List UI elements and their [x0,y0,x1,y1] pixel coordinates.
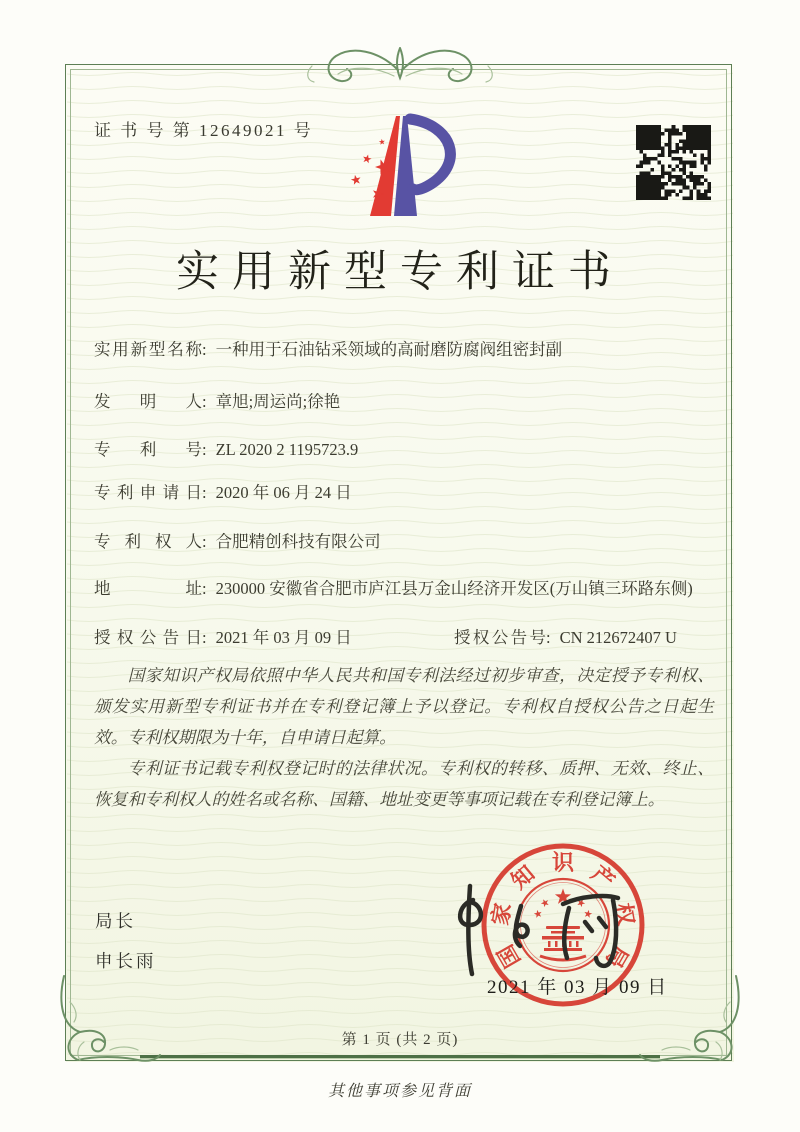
field-value: ZL 2020 2 1195723.9 [215,440,359,459]
signer-name: 申长雨 [95,951,157,971]
field-label: 专利号 [94,440,202,459]
field-inventors [94,390,720,413]
back-side-note: 其他事项参见背面 [327,1083,472,1100]
field-colon: : [202,483,207,502]
bottom-left-flourish-icon [50,972,162,1072]
field-value: 章旭;周运尚;徐艳 [215,392,341,411]
seal-date: 2021 年 03 月 09 日 [487,977,668,998]
svg-text:知: 知 [506,860,540,894]
field-label: 授权公告号 [454,628,546,647]
legal-paragraph-2: 专利证书记载专利权登记时的法律状况。专利权的转移、质押、无效、终止、恢复和专利权人的姓名或名称、国籍、地址变更等事项记载在专利登记簿上。 [94,759,714,809]
certificate-title: 实用新型专利证书 [176,249,624,296]
bottom-rule [140,1055,660,1059]
qr-code [636,125,711,200]
legal-text-block [94,660,714,815]
svg-text:国: 国 [492,940,526,973]
legal-paragraph-1: 国家知识产权局依照中华人民共和国专利法经过初步审查，决定授予专利权、颁发实用新型专利证书并在专利登记簿上予以登记。专利权自授权公告之日起生效。专利权期限为十年，自申请日起算。 [94,666,714,747]
svg-text:家: 家 [487,901,516,928]
field-application-date [94,481,720,504]
field-label: 地址 [94,579,202,598]
field-value: 一种用于石油钻采领域的高耐磨防腐阀组密封副 [215,340,563,359]
field-colon: : [202,392,207,411]
field-patent-number [94,438,720,461]
signer-block [95,901,157,981]
field-colon: : [202,532,207,551]
field-address [94,577,720,600]
field-colon: : [202,579,207,598]
field-colon: : [202,628,207,647]
field-value: 2021 年 03 月 09 日 [215,628,352,647]
field-grant-number [454,626,677,649]
field-utility-model-name [94,338,720,361]
field-colon: : [546,628,551,647]
field-label: 实用新型名称 [94,340,202,359]
signer-title: 局长 [95,911,136,931]
director-signature [413,878,643,983]
field-value: CN 212672407 U [559,628,677,647]
field-label: 专利权人 [94,532,202,551]
svg-text:权: 权 [610,901,639,928]
svg-text:局: 局 [600,940,634,973]
field-colon: : [202,340,207,359]
top-center-flourish-icon [298,36,502,94]
field-colon: : [202,440,207,459]
field-value: 230000 安徽省合肥市庐江县万金山经济开发区(万山镇三环路东侧) [215,579,693,598]
svg-text:识: 识 [551,850,575,876]
field-value: 合肥精创科技有限公司 [215,532,381,551]
certificate-number: 证 书 号 第 12649021 号 [94,121,314,140]
svg-text:产: 产 [586,860,620,894]
field-grant-publication [94,626,720,649]
field-label: 授权公告日 [94,628,202,647]
cnipa-patent-logo-icon [332,110,482,228]
field-label: 专利申请日 [94,483,202,502]
field-label: 发明人 [94,392,202,411]
field-value: 2020 年 06 月 24 日 [215,483,352,502]
page-number: 第 1 页 (共 2 页) [341,1032,459,1048]
field-patentee [94,530,720,553]
